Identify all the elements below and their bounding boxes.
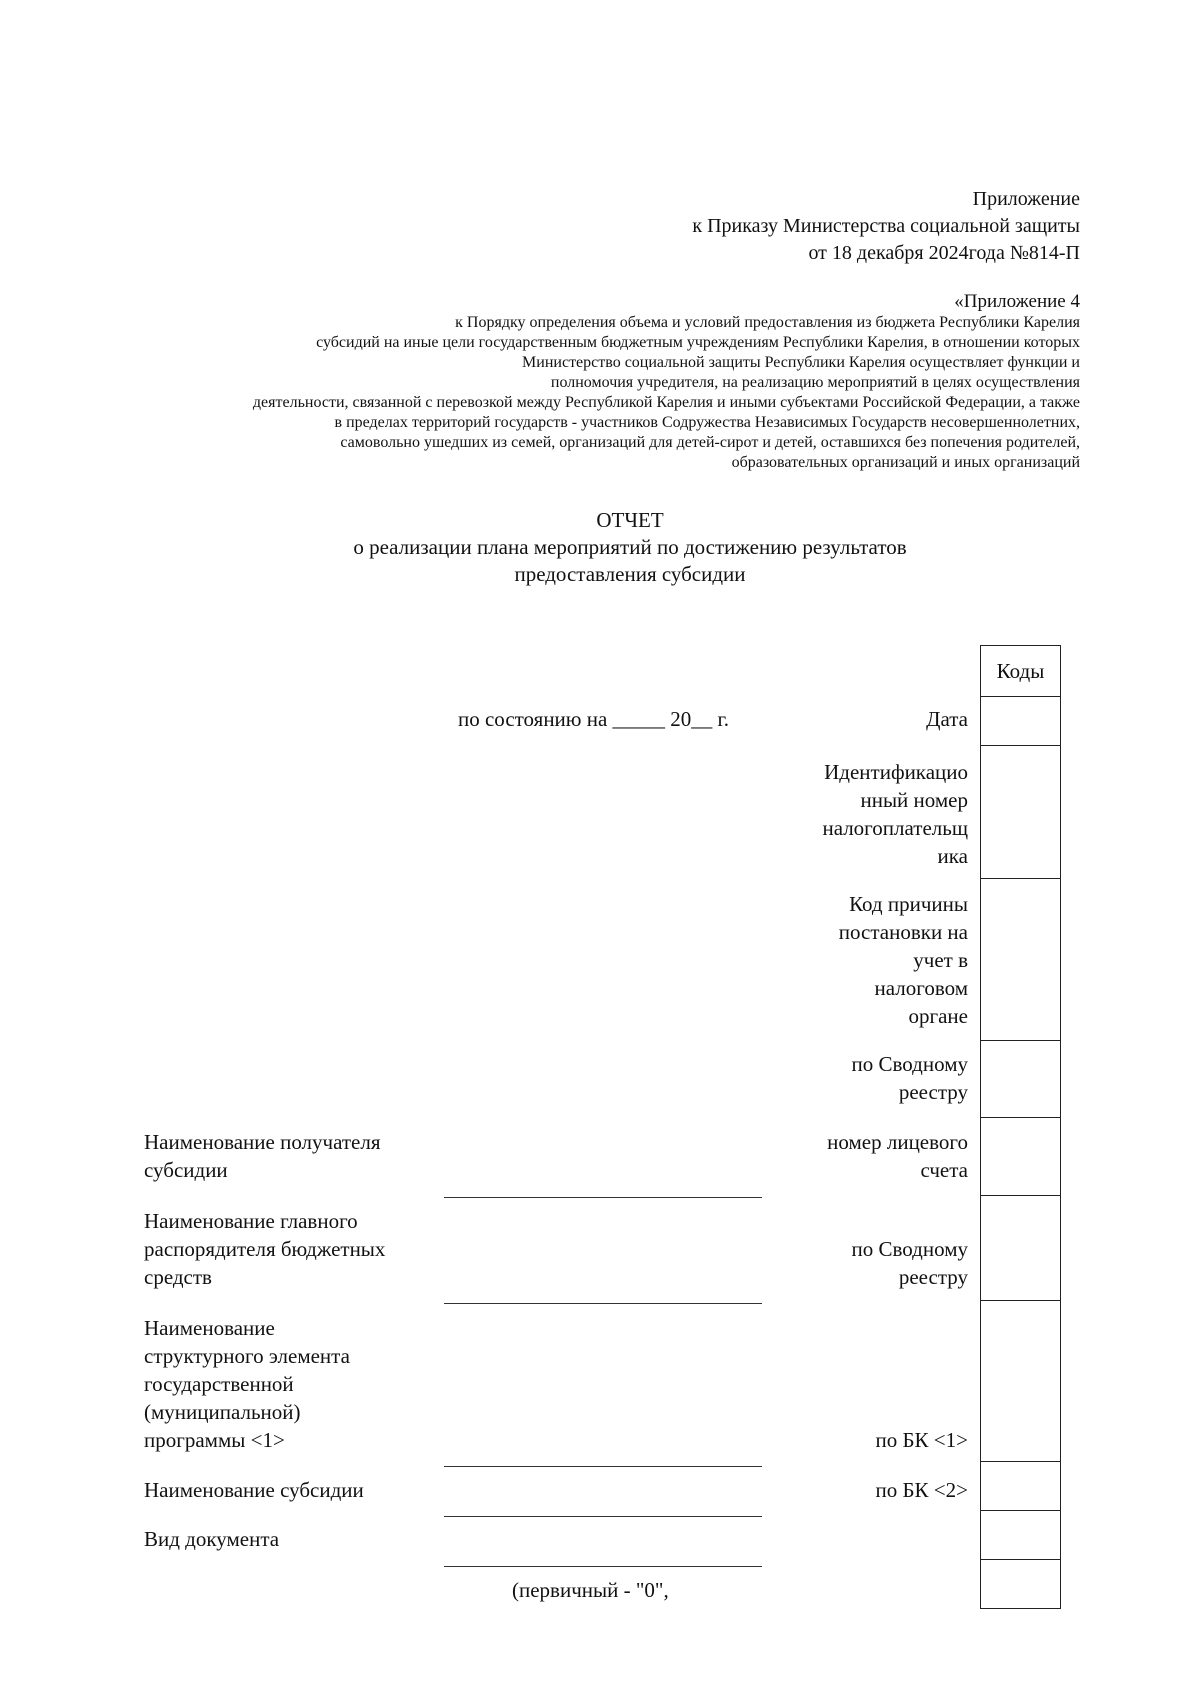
code-label-line: счета xyxy=(920,1158,968,1182)
report-title-line: о реализации плана мероприятий по достижению результатов xyxy=(353,535,907,559)
label-line: государственной xyxy=(144,1372,294,1396)
label-line: Наименование получателя xyxy=(144,1130,381,1154)
order-appendix-line: в пределах территорий государств - участников Содружества Независимых Государств несовершеннолетних, xyxy=(334,414,1080,431)
appendix-title: Приложение xyxy=(972,188,1080,210)
label-doc-type: Вид документа xyxy=(144,1527,280,1551)
code-cell-doc-type-value[interactable] xyxy=(981,1560,1061,1609)
report-title-line: предоставления субсидии xyxy=(514,562,746,586)
code-label-line: ика xyxy=(937,844,968,868)
code-cell-account[interactable] xyxy=(981,1118,1061,1196)
label-line: (муниципальной) xyxy=(144,1400,301,1424)
code-label-account xyxy=(827,1128,968,1184)
label-line: структурного элемента xyxy=(144,1344,350,1368)
order-appendix-line: деятельности, связанной с перевозкой между Республикой Карелия и иными субъектами Российской Федерации, а также xyxy=(252,394,1080,411)
code-label-line: реестру xyxy=(898,1080,968,1104)
code-label-line: постановки на xyxy=(838,920,968,944)
order-appendix-line: полномочия учредителя, на реализацию мероприятий в целях осуществления xyxy=(550,374,1080,391)
code-label-line: номер лицевого xyxy=(827,1130,968,1154)
label-line: распорядителя бюджетных xyxy=(144,1237,386,1261)
code-cell-doc-type[interactable] xyxy=(981,1511,1061,1560)
recipient-field-line[interactable] xyxy=(444,1197,762,1198)
label-line: субсидии xyxy=(144,1158,228,1182)
order-appendix-number: «Приложение 4 xyxy=(954,291,1080,312)
as-of-date: по состоянию на _____ 20__ г. xyxy=(458,707,730,731)
code-label-inn xyxy=(822,758,968,870)
order-appendix-line: субсидий на иные цели государственным бюджетным учреждениям Республики Карелия, в отношении которых xyxy=(316,334,1080,351)
label-program-element xyxy=(144,1314,350,1454)
code-label-line: Идентификацио xyxy=(824,760,968,784)
code-label-date: Дата xyxy=(926,707,968,731)
code-label-line: налоговом xyxy=(874,976,968,1000)
code-label-line: нный номер xyxy=(860,788,968,812)
code-label-line: органе xyxy=(908,1004,968,1028)
code-label-register-1 xyxy=(852,1050,968,1106)
label-line: Наименование главного xyxy=(144,1209,358,1233)
label-subsidy-name: Наименование субсидии xyxy=(144,1478,364,1502)
label-line: Наименование xyxy=(144,1316,275,1340)
order-appendix-block xyxy=(120,291,1080,473)
code-label-bk2: по БК <2> xyxy=(875,1478,968,1502)
label-chief-manager xyxy=(144,1207,385,1291)
label-line: средств xyxy=(144,1265,212,1289)
report-title-main: ОТЧЕТ xyxy=(596,508,664,532)
order-appendix-line: к Порядку определения объема и условий предоставления из бюджета Республики Карелия xyxy=(455,314,1080,331)
order-appendix-line: самовольно ушедших из семей, организаций для детей-сирот и детей, оставшихся без попечения родителей, xyxy=(340,434,1080,451)
code-label-line: по Сводному xyxy=(851,1052,968,1076)
appendix-header xyxy=(692,186,1080,267)
code-cell-date[interactable] xyxy=(981,697,1061,746)
code-cell-bk1[interactable] xyxy=(981,1301,1061,1462)
order-appendix-line: Министерство социальной защиты Республики Карелия осуществляет функции и xyxy=(522,354,1080,371)
appendix-order-date: от 18 декабря 2024года №814-П xyxy=(808,242,1080,264)
code-cell-bk2[interactable] xyxy=(981,1462,1061,1511)
code-label-kpp xyxy=(839,890,968,1030)
doc-type-field-line[interactable] xyxy=(444,1566,762,1567)
code-label-line: учет в xyxy=(913,948,968,972)
codes-table xyxy=(980,645,1061,1609)
doc-type-hint: (первичный - "0", xyxy=(512,1578,669,1602)
code-label-line: Код причины xyxy=(849,892,968,916)
code-cell-register-2[interactable] xyxy=(981,1196,1061,1301)
label-line: программы <1> xyxy=(144,1428,285,1452)
codes-header: Коды xyxy=(981,646,1061,697)
appendix-order-ref: к Приказу Министерства социальной защиты xyxy=(692,215,1080,237)
program-element-field-line[interactable] xyxy=(444,1466,762,1467)
code-label-line: налогоплательщ xyxy=(822,816,968,840)
subsidy-name-field-line[interactable] xyxy=(444,1516,762,1517)
code-label-bk1: по БК <1> xyxy=(875,1428,968,1452)
code-label-line: реестру xyxy=(898,1265,968,1289)
order-appendix-line: образовательных организаций и иных организаций xyxy=(731,454,1080,471)
code-cell-inn[interactable] xyxy=(981,746,1061,879)
code-cell-kpp[interactable] xyxy=(981,879,1061,1041)
chief-manager-field-line[interactable] xyxy=(444,1303,762,1304)
code-label-line: по Сводному xyxy=(851,1237,968,1261)
code-cell-register-1[interactable] xyxy=(981,1041,1061,1118)
report-title xyxy=(0,507,1200,588)
label-recipient xyxy=(144,1128,381,1184)
code-label-register-2 xyxy=(852,1235,968,1291)
